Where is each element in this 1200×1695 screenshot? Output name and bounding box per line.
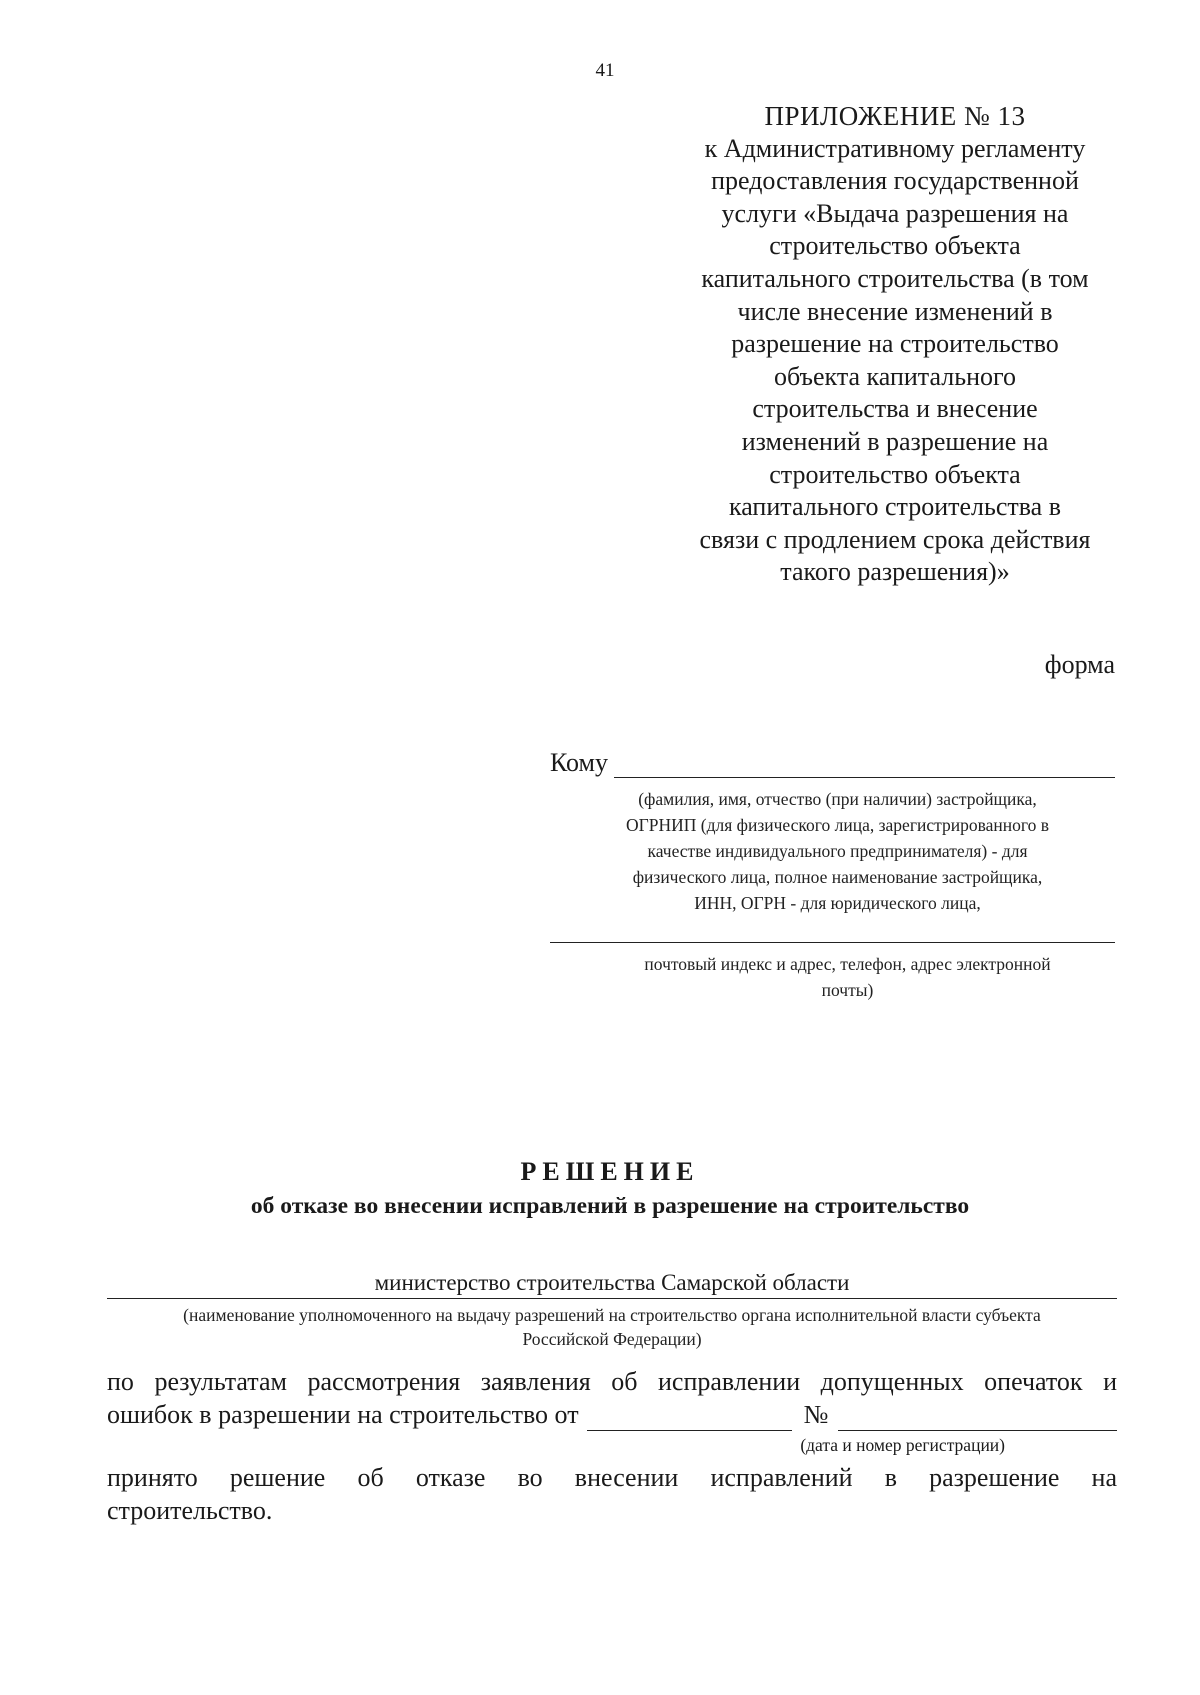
appendix-line: строительства и внесение — [752, 394, 1038, 424]
body-line-2-prefix: ошибок в разрешении на строительство от — [107, 1400, 579, 1429]
decision-subtitle: об отказе во внесении исправлений в разрешение на строительство — [250, 1193, 970, 1219]
recipient-hint-line: ОГРНИП (для физического лица, зарегистрированного в — [625, 815, 1050, 835]
recipient-hint-line: (фамилия, имя, отчество (при наличии) застройщика, — [638, 789, 1037, 809]
authority-hint-line: Российской Федерации) — [522, 1329, 702, 1349]
recipient-hint-line: ИНН, ОГРН - для юридического лица, — [694, 893, 981, 913]
recipient-address-hint-line: почтовый индекс и адрес, телефон, адрес электронной — [644, 954, 1051, 974]
appendix-line: капитального строительства в — [729, 492, 1061, 522]
appendix-line: разрешение на строительство — [731, 329, 1059, 359]
date-field[interactable] — [587, 1404, 792, 1431]
appendix-line: предоставления государственной — [711, 166, 1079, 196]
recipient-address-hint-line: почты) — [821, 980, 874, 1000]
recipient-label: Кому — [550, 748, 609, 777]
authority-block — [107, 1270, 1117, 1351]
appendix-line: такого разрешения)» — [780, 557, 1010, 587]
appendix-header — [660, 100, 1130, 589]
appendix-line: числе внесение изменений в — [737, 296, 1053, 326]
recipient-field[interactable] — [614, 749, 1115, 778]
authority-hint-line: (наименование уполномоченного на выдачу разрешений на строительство органа исполнительной власти субъекта — [183, 1305, 1041, 1325]
authority-hint — [107, 1303, 1117, 1351]
body-line-2 — [107, 1398, 1117, 1431]
final-statement-line-1: принято решение об отказе во внесении исправлений в разрешение на — [107, 1463, 1117, 1492]
recipient-hint — [560, 786, 1115, 916]
form-label: форма — [1044, 650, 1115, 679]
recipient-row — [550, 748, 1115, 778]
recipient-address-hint — [580, 951, 1115, 1003]
final-statement-line-2: строительство. — [107, 1496, 273, 1525]
recipient-hint-line: качестве индивидуального предпринимателя) - для — [647, 841, 1028, 861]
recipient-hint-line: физического лица, полное наименование застройщика, — [632, 867, 1043, 887]
authority-name: министерство строительства Самарской области — [107, 1270, 1117, 1299]
body-line-1: по результатам рассмотрения заявления об исправлении допущенных опечаток и — [107, 1367, 1117, 1396]
appendix-title: ПРИЛОЖЕНИЕ № 13 — [764, 101, 1026, 131]
registration-hint: (дата и номер регистрации) — [800, 1435, 1005, 1455]
page-number: 41 — [595, 60, 615, 81]
number-sign: № — [803, 1400, 829, 1429]
appendix-line: связи с продлением срока действия — [699, 524, 1091, 554]
appendix-line: к Административному регламенту — [704, 133, 1086, 163]
decision-title: РЕШЕНИЕ — [520, 1157, 700, 1186]
appendix-line: строительство объекта — [769, 459, 1021, 489]
registration-number-field[interactable] — [838, 1404, 1117, 1431]
body-text — [107, 1365, 1117, 1527]
recipient-address-field[interactable] — [550, 942, 1115, 943]
final-statement — [107, 1461, 1117, 1527]
appendix-line: услуги «Выдача разрешения на — [721, 198, 1069, 228]
appendix-line: строительство объекта — [769, 231, 1021, 261]
appendix-line: изменений в разрешение на — [741, 426, 1049, 456]
appendix-line: объекта капитального — [773, 361, 1017, 391]
recipient-block — [550, 748, 1115, 1003]
appendix-line: капитального строительства (в том — [701, 263, 1089, 293]
